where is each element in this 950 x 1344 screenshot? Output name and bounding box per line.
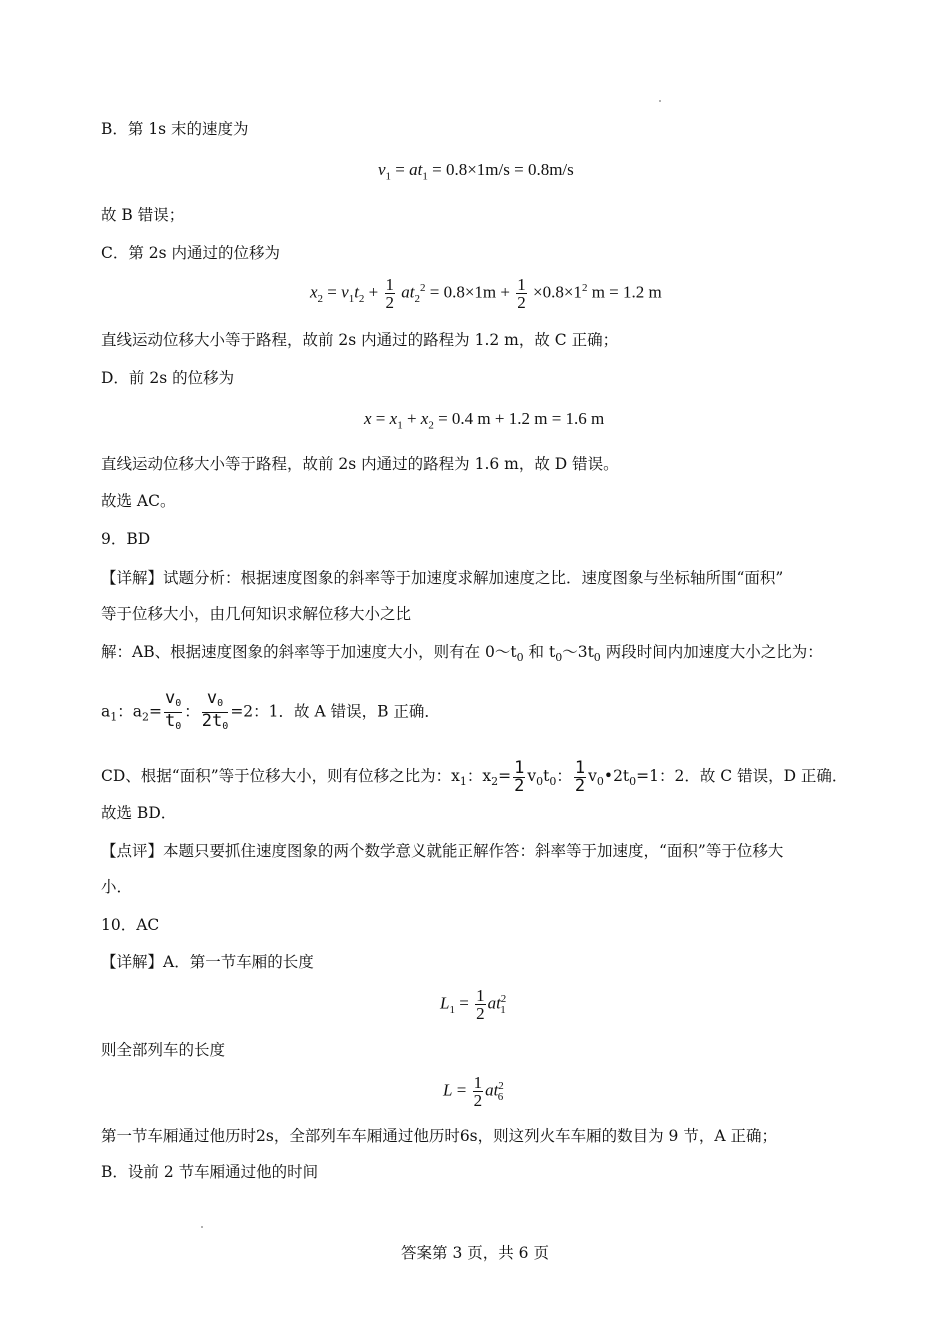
option-c-conclusion: 直线运动位移大小等于路程，故前 2s 内通过的路程为 1.2 m，故 C 正确； xyxy=(101,331,619,349)
choice-8: 故选 AC。 xyxy=(101,492,176,510)
q10-detail: 【详解】A．第一节车厢的长度 xyxy=(101,953,314,971)
equation-L: L = $\frac{1}{2}$ $at^2_6$ xyxy=(443,1073,504,1110)
q9-detail-2: 等于位移大小，由几何知识求解位移大小之比 xyxy=(101,605,412,623)
q9-answer: 9．BD xyxy=(101,530,151,548)
equation-L1: $L_1$ = $\frac{1}{2}$ $at^2_1$ xyxy=(440,986,507,1023)
equation-x2: $x_2 = v_1t_2$ + $\frac{1}{2}$ $at_2^2 = 0.8\times 1m$ + $\frac{1}{2}$ $\times 0.8\times 1^2$ m = 1.2 m xyxy=(310,275,662,312)
q10-option-b: B．设前 2 节车厢通过他的时间 xyxy=(101,1163,319,1181)
q10-total: 则全部列车的长度 xyxy=(101,1041,226,1059)
q9-comment-1: 【点评】本题只要抓住速度图象的两个数学意义就能正解作答：斜率等于加速度，“面积”等于位移大 xyxy=(101,842,784,860)
q9-comment-2: 小． xyxy=(101,878,133,896)
choice-9: 故选 BD． xyxy=(101,804,177,822)
option-c-intro: C．第 2s 内通过的位移为 xyxy=(101,244,281,262)
option-d-intro: D．前 2s 的位移为 xyxy=(101,369,235,387)
scan-speck xyxy=(659,100,661,102)
q9-solution: 解：AB、根据速度图象的斜率等于加速度大小，则有在 $0\sim t_0$ 和 $t_0\sim 3t_0$ 两段时间内加速度大小之比为： xyxy=(101,643,823,665)
option-b-intro: B．第 1s 末的速度为 xyxy=(101,120,249,138)
q10-conclusion: 第一节车厢通过他历时2s，全部列车车厢通过他历时6s，则这列火车车厢的数目为 9 节，A 正确； xyxy=(101,1127,777,1145)
q10-answer: 10．AC xyxy=(101,916,160,934)
equation-v1: $v_1 = at_1 = 0.8\times 1m/s = 0.8m/s$ xyxy=(378,160,574,183)
scan-speck xyxy=(201,1226,203,1228)
page-footer: 答案第 3 页，共 6 页 xyxy=(401,1244,549,1262)
q9-detail-1: 【详解】试题分析：根据速度图象的斜率等于加速度求解加速度之比．速度图象与坐标轴所围“面积” xyxy=(101,569,784,587)
q9-cd: CD、根据“面积”等于位移大小，则有位移之比为：$x_1$：$x_2=$ $\frac{1}{2}$ $v_0t_0$： $\frac{1}{2}$ $v_0•2t_0=1$：2．故 C 错误，D 正确． xyxy=(101,757,848,796)
equation-x-total: $x = x_1 + x_2 = 0.4$ m + 1.2 m = 1.6 m xyxy=(364,409,605,432)
option-b-conclusion: 故 B 错误； xyxy=(101,206,185,224)
q9-ratio: $a_1$：$a_2=$ $\frac{v0}{t0}$ ： $\frac{v0}{2t0}$ =2：1．故 A 错误，B 正确． xyxy=(101,688,440,732)
option-d-conclusion: 直线运动位移大小等于路程，故前 2s 内通过的路程为 1.6 m，故 D 错误。 xyxy=(101,455,619,473)
